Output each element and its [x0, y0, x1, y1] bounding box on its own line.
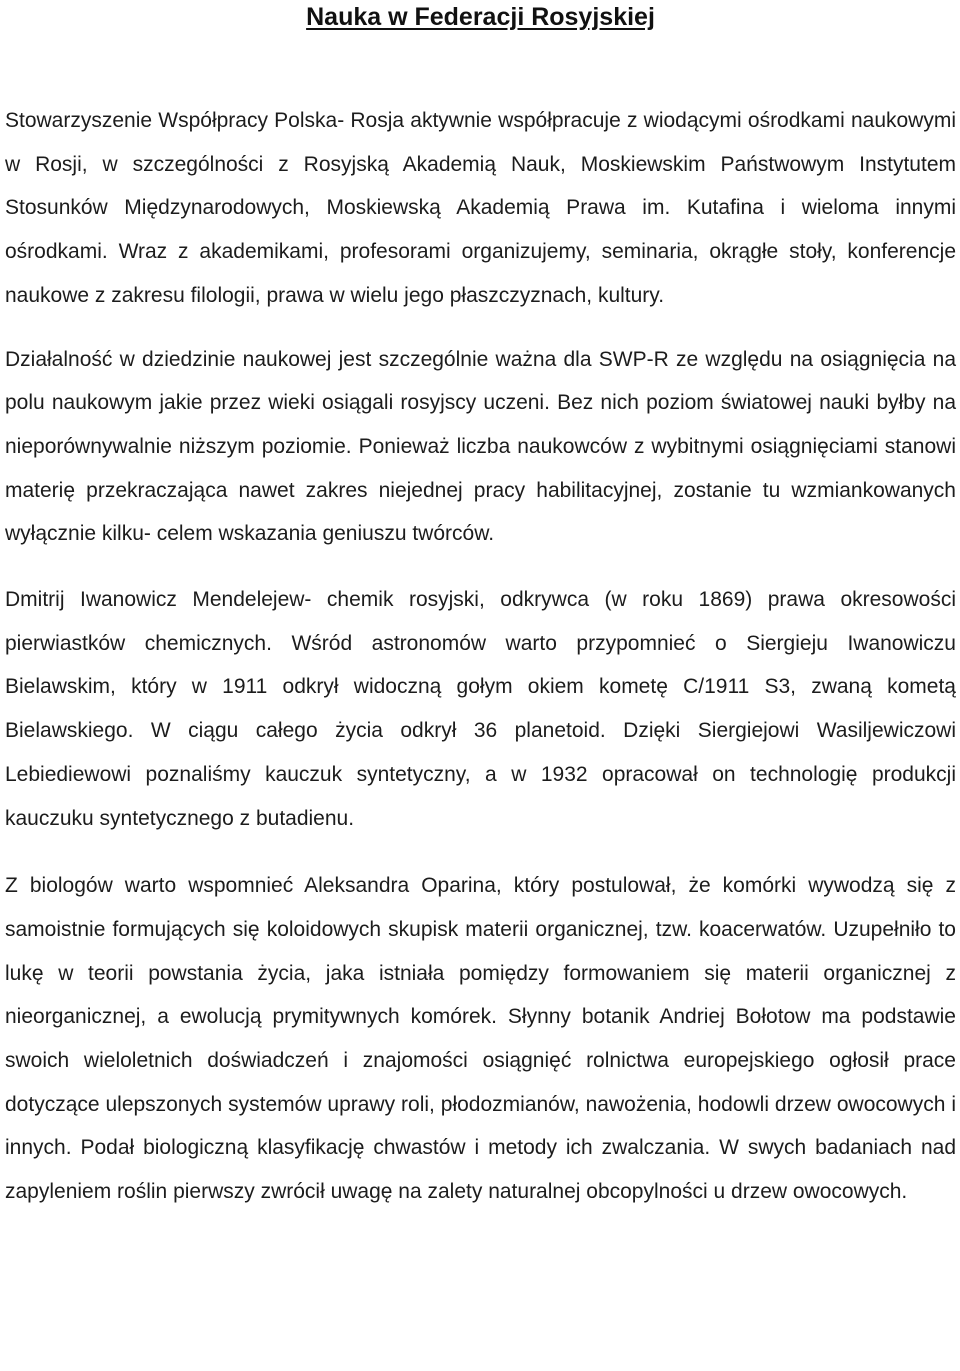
paragraph-scientific-activity: Działalność w dziedzinie naukowej jest szczególnie ważna dla SWP-R ze względu na osiągnięcia na polu naukowym jakie przez wieki osiągali rosyjscy uczeni. Bez nich poziom światowej nauki byłby na nieporównywalnie niższym poziomie. Ponieważ liczba naukowców z wybitnymi osiągnięciami stanowi materię przekraczająca nawet zakres niejednej pracy habilitacyjnej, zostanie tu wzmiankowanych wyłącznie kilku- celem wskazania geniuszu twórców.: [5, 347, 956, 546]
paragraph-biologists: Z biologów warto wspomnieć Aleksandra Oparina, który postulował, że komórki wywodzą się z samoistnie formujących się koloidowych skupisk materii organicznej, tzw. koacerwatów. Uzupełniło to lukę w teorii powstania życia, jaka istniała pomiędzy formowaniem się materii organicznej z nieorganicznej, a ewolucją prymitywnych komórek. Słynny botanik Andriej Bołotow ma podstawie swoich wieloletnich doświadczeń i znajomości osiągnięć rolnictwa europejskiego ogłosił prace dotyczące ulepszonych systemów uprawy roli, płodozmianów, nawożenia, hodowli drzew owocowych i innych. Podał biologiczną klasyfikację chwastów i metody ich zwalczania. W swych badaniach nad zapyleniem roślin pierwszy zwrócił uwagę na zalety naturalnej obcopylności u drzew owocowych.: [5, 874, 956, 1204]
paragraph-cooperation: Stowarzyszenie Współpracy Polska- Rosja aktywnie współpracuje z wiodącymi ośrodkami naukowymi w Rosji, w szczególności z Rosyjską Akademią Nauk, Moskiewskim Państwowym Instytutem Stosunków Międzynarodowych, Moskiewską Akademią Prawa im. Kutafina i wieloma innymi ośrodkami. Wraz z akademikami, profesorami organizujemy, seminaria, okrągłe stoły, konferencje naukowe z zakresu filologii, prawa w wielu jego płaszczyznach, kultury.: [5, 109, 956, 307]
paragraph-chemists-astronomers: Dmitrij Iwanowicz Mendelejew- chemik rosyjski, odkrywca (w roku 1869) prawa okresowości pierwiastków chemicznych. Wśród astronomów warto przypomnieć o Siergieju Iwanowiczu Bielawskim, który w 1911 odkrył widoczną gołym okiem kometę C/1911 S3, zwaną kometą Bielawskiego. W ciągu całego życia odkrył 36 planetoid. Dzięki Siergiejowi Wasiljewiczowi Lebiediewowi poznaliśmy kauczuk syntetyczny, a w 1932 opracował on technologię produkcji kauczuku syntetycznego z butadienu.: [5, 588, 956, 830]
document-title: Nauka w Federacji Rosyjskiej: [306, 3, 655, 31]
